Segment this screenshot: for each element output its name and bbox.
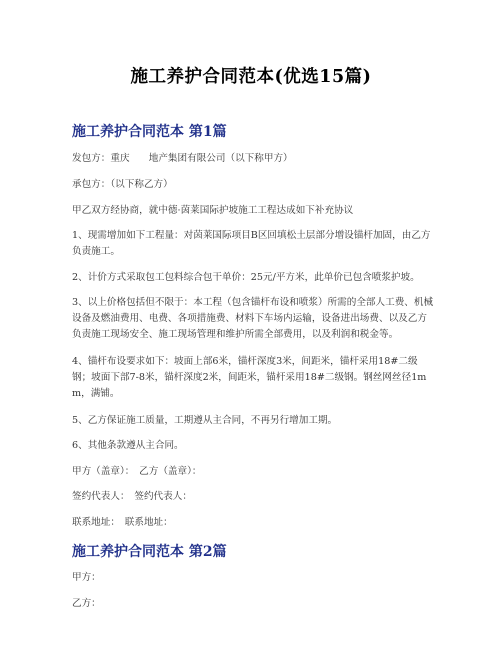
section-1-paragraph: 4、锚杆布设要求如下：坡面上部6米，锚杆深度3米，间距米，锚杆采用18#二级钢；坡面下部7-8米，锚杆深度2米，间距米，锚杆采用18#二级钢。钢丝网丝径1mm，满铺。 [72, 356, 427, 399]
section-1-paragraph: 3、以上价格包括但不限于：本工程（包含锚杆布设和喷浆）所需的全部人工费、机械设备及燃油费用、电费、各项措施费、材料下车场内运输，设备进出场费、以及乙方负责施工现场安全、施工现场管理和维护所需全部费用，以及利润和税金等。 [72, 297, 434, 340]
section-1-paragraph: 签约代表人： 签约代表人： [72, 491, 192, 502]
document-title: 施工养护合同范本(优选15篇) [130, 67, 372, 87]
section-1-paragraph: 甲方（盖章）： 乙方（盖章）： [72, 466, 202, 477]
section-1-paragraph: 发包方：重庆 地产集团有限公司（以下称甲方） [72, 153, 293, 164]
section-1-paragraph: 6、其他条款遵从主合同。 [72, 440, 184, 451]
section-1-paragraph: 1、现需增加如下工程量：对茵莱国际项目B区回填松土层部分增设锚杆加固，由乙方负责施工。 [72, 230, 431, 257]
section-1-paragraph: 5、乙方保证施工质量，工期遵从主合同，不再另行增加工期。 [72, 415, 338, 426]
section-2-paragraph: 乙方： [72, 598, 101, 609]
section-2-paragraph: 甲方： [72, 572, 101, 583]
section-1-paragraph: 承包方：（以下称乙方） [72, 179, 173, 190]
section-2-heading: 施工养护合同范本 第2篇 [72, 544, 227, 560]
section-1-paragraph: 联系地址： 联系地址： [72, 517, 173, 528]
section-1-paragraph: 甲乙双方经协商，就中德·茵莱国际护坡施工工程达成如下补充协议 [72, 205, 354, 216]
section-1-heading: 施工养护合同范本 第1篇 [72, 124, 227, 140]
section-1-paragraph: 2、计价方式采取包工包料综合包干单价：25元/平方米，此单价已包含喷浆护坡。 [72, 272, 420, 283]
